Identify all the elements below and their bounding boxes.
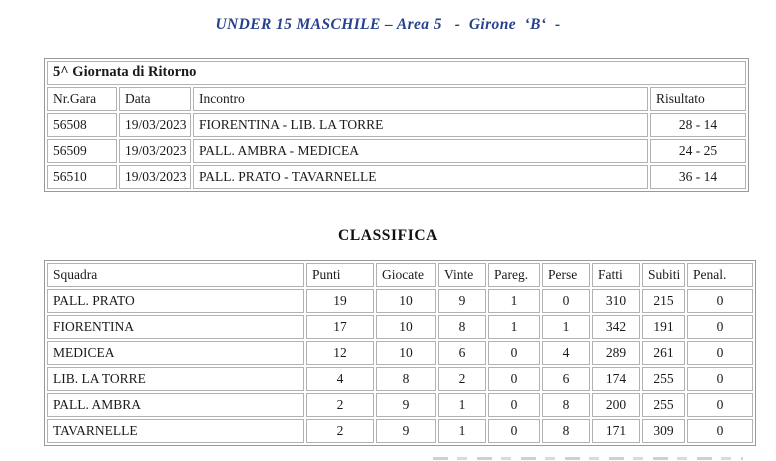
classifica-cell-squadra: PALL. AMBRA (47, 393, 304, 417)
results-section-title: 5^ Giornata di Ritorno (47, 61, 746, 85)
classifica-cell-vinte: 1 (438, 419, 486, 443)
classifica-col-penal: Penal. (687, 263, 753, 287)
classifica-cell-fatti: 310 (592, 289, 640, 313)
results-table (44, 58, 749, 192)
classifica-col-giocate: Giocate (376, 263, 436, 287)
classifica-cell-pareg: 1 (488, 315, 540, 339)
cutoff-text-fragment (433, 457, 743, 460)
classifica-cell-pareg: 0 (488, 341, 540, 365)
classifica-cell-pareg: 1 (488, 289, 540, 313)
results-cell-data: 19/03/2023 (119, 113, 191, 137)
classifica-cell-punti: 2 (306, 419, 374, 443)
classifica-header-row (47, 263, 753, 287)
table-row (47, 393, 753, 417)
classifica-cell-punti: 17 (306, 315, 374, 339)
classifica-col-vinte: Vinte (438, 263, 486, 287)
classifica-cell-perse: 4 (542, 341, 590, 365)
results-cell-nr-gara: 56509 (47, 139, 117, 163)
classifica-cell-squadra: TAVARNELLE (47, 419, 304, 443)
classifica-cell-vinte: 8 (438, 315, 486, 339)
classifica-cell-subiti: 255 (642, 393, 685, 417)
results-cell-risultato: 36 - 14 (650, 165, 746, 189)
classifica-cell-fatti: 171 (592, 419, 640, 443)
results-cell-risultato: 24 - 25 (650, 139, 746, 163)
classifica-cell-giocate: 10 (376, 341, 436, 365)
results-col-nr-gara: Nr.Gara (47, 87, 117, 111)
classifica-cell-squadra: MEDICEA (47, 341, 304, 365)
classifica-cell-perse: 8 (542, 393, 590, 417)
classifica-cell-subiti: 309 (642, 419, 685, 443)
results-col-risultato: Risultato (650, 87, 746, 111)
classifica-cell-vinte: 1 (438, 393, 486, 417)
table-row (47, 315, 753, 339)
classifica-cell-giocate: 10 (376, 289, 436, 313)
classifica-col-squadra: Squadra (47, 263, 304, 287)
table-row (47, 139, 746, 163)
classifica-cell-vinte: 2 (438, 367, 486, 391)
classifica-col-subiti: Subiti (642, 263, 685, 287)
results-header-row (47, 87, 746, 111)
classifica-cell-punti: 12 (306, 341, 374, 365)
classifica-cell-perse: 1 (542, 315, 590, 339)
classifica-cell-giocate: 9 (376, 393, 436, 417)
results-cell-data: 19/03/2023 (119, 139, 191, 163)
classifica-cell-punti: 2 (306, 393, 374, 417)
results-cell-nr-gara: 56510 (47, 165, 117, 189)
classifica-cell-penal: 0 (687, 393, 753, 417)
table-row (47, 419, 753, 443)
classifica-cell-perse: 6 (542, 367, 590, 391)
classifica-cell-giocate: 8 (376, 367, 436, 391)
results-cell-incontro: PALL. PRATO - TAVARNELLE (193, 165, 648, 189)
classifica-cell-penal: 0 (687, 419, 753, 443)
classifica-cell-squadra: LIB. LA TORRE (47, 367, 304, 391)
classifica-cell-fatti: 342 (592, 315, 640, 339)
results-col-incontro: Incontro (193, 87, 648, 111)
classifica-table (44, 260, 756, 446)
classifica-cell-perse: 0 (542, 289, 590, 313)
classifica-cell-punti: 19 (306, 289, 374, 313)
classifica-col-perse: Perse (542, 263, 590, 287)
results-cell-risultato: 28 - 14 (650, 113, 746, 137)
classifica-cell-punti: 4 (306, 367, 374, 391)
table-row (47, 367, 753, 391)
results-cell-incontro: FIORENTINA - LIB. LA TORRE (193, 113, 648, 137)
classifica-cell-fatti: 200 (592, 393, 640, 417)
classifica-cell-penal: 0 (687, 367, 753, 391)
classifica-cell-pareg: 0 (488, 419, 540, 443)
classifica-cell-penal: 0 (687, 315, 753, 339)
classifica-col-punti: Punti (306, 263, 374, 287)
page-title: UNDER 15 MASCHILE – Area 5 - Girone ‘B‘ - (215, 16, 561, 33)
classifica-cell-penal: 0 (687, 289, 753, 313)
classifica-cell-vinte: 9 (438, 289, 486, 313)
classifica-cell-subiti: 215 (642, 289, 685, 313)
results-cell-incontro: PALL. AMBRA - MEDICEA (193, 139, 648, 163)
classifica-cell-vinte: 6 (438, 341, 486, 365)
table-row (47, 165, 746, 189)
classifica-cell-perse: 8 (542, 419, 590, 443)
results-cell-nr-gara: 56508 (47, 113, 117, 137)
classifica-cell-fatti: 174 (592, 367, 640, 391)
results-section-row (47, 61, 746, 85)
classifica-cell-squadra: PALL. PRATO (47, 289, 304, 313)
classifica-col-pareg: Pareg. (488, 263, 540, 287)
classifica-cell-giocate: 9 (376, 419, 436, 443)
table-row (47, 113, 746, 137)
table-row (47, 289, 753, 313)
results-cell-data: 19/03/2023 (119, 165, 191, 189)
classifica-cell-fatti: 289 (592, 341, 640, 365)
classifica-cell-subiti: 261 (642, 341, 685, 365)
classifica-cell-giocate: 10 (376, 315, 436, 339)
results-col-data: Data (119, 87, 191, 111)
classifica-cell-subiti: 255 (642, 367, 685, 391)
classifica-cell-squadra: FIORENTINA (47, 315, 304, 339)
classifica-cell-pareg: 0 (488, 367, 540, 391)
classifica-heading: CLASSIFICA (338, 227, 438, 244)
classifica-cell-penal: 0 (687, 341, 753, 365)
classifica-col-fatti: Fatti (592, 263, 640, 287)
table-row (47, 341, 753, 365)
classifica-cell-pareg: 0 (488, 393, 540, 417)
classifica-cell-subiti: 191 (642, 315, 685, 339)
